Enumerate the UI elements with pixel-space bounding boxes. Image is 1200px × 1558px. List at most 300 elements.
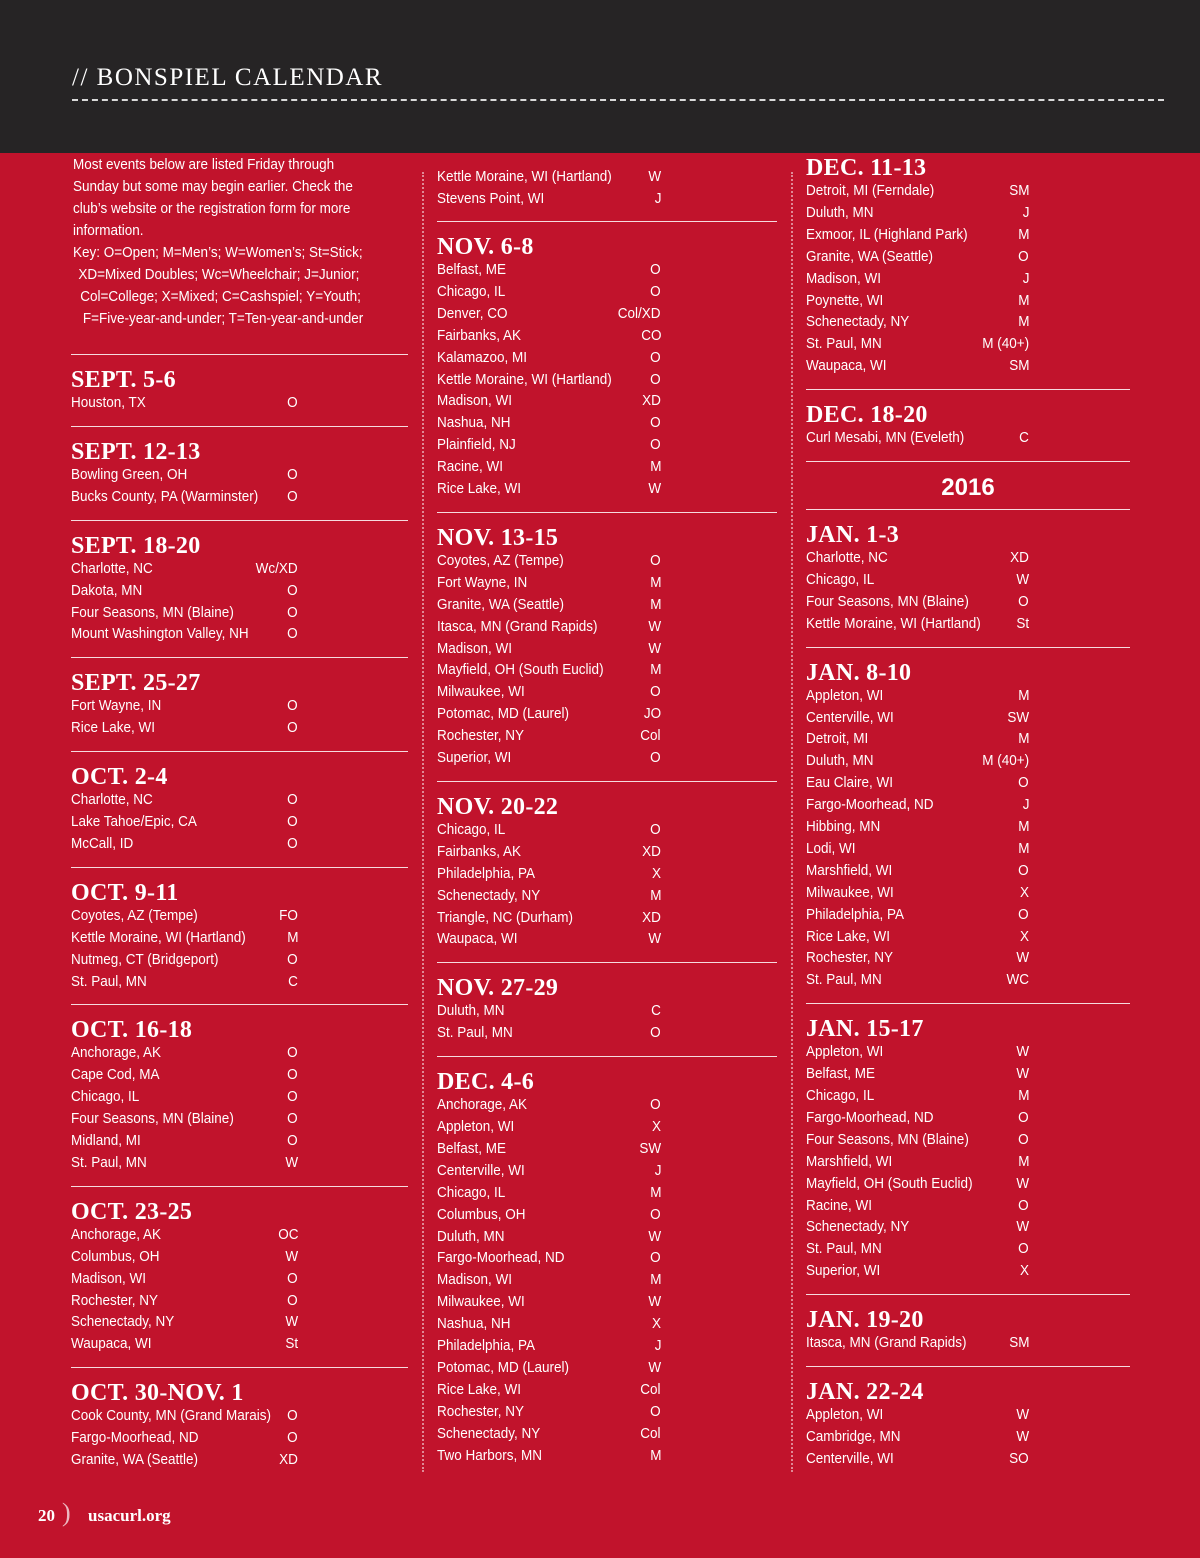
event-type-code: J xyxy=(654,189,661,207)
event-location: Anchorage, AK xyxy=(437,1096,528,1114)
event-row xyxy=(437,1247,661,1269)
event-row xyxy=(437,1022,661,1044)
event-location: Milwaukee, WI xyxy=(437,1293,525,1311)
event-row xyxy=(806,816,1029,838)
date-heading: SEPT. 5-6 xyxy=(71,367,176,393)
event-row xyxy=(806,1173,1029,1195)
event-location: Mount Washington Valley, NH xyxy=(71,625,249,643)
event-type-code: O xyxy=(287,950,298,968)
event-type-code: St xyxy=(285,1335,298,1353)
event-location: Waupaca, WI xyxy=(806,357,887,375)
event-row xyxy=(437,1379,661,1401)
event-row xyxy=(71,1290,298,1312)
event-location: Fargo-Moorhead, ND xyxy=(806,1108,934,1126)
event-type-code: J xyxy=(654,1337,661,1354)
section-divider xyxy=(71,426,408,427)
event-row xyxy=(806,547,1029,569)
date-heading: DEC. 11-13 xyxy=(806,155,927,181)
event-row xyxy=(71,1064,298,1086)
event-type-code: M (40+) xyxy=(982,752,1029,770)
event-row xyxy=(437,456,661,478)
event-location: Fort Wayne, IN xyxy=(71,697,162,715)
event-location: Detroit, MI (Ferndale) xyxy=(806,182,935,199)
event-row xyxy=(71,971,298,993)
section-divider xyxy=(71,1367,408,1368)
event-location: Charlotte, NC xyxy=(71,791,153,809)
event-type-code: M xyxy=(649,458,661,476)
event-location: Coyotes, AZ (Tempe) xyxy=(71,906,198,924)
event-location: Four Seasons, MN (Blaine) xyxy=(71,1110,234,1128)
event-location: Duluth, MN xyxy=(806,203,874,221)
event-type-code: WC xyxy=(1006,971,1029,989)
event-location: Mayfield, OH (South Euclid) xyxy=(437,661,604,679)
event-location: Schenectady, NY xyxy=(806,313,910,331)
event-row xyxy=(71,602,298,624)
section-divider xyxy=(71,1186,408,1187)
event-row xyxy=(71,927,298,949)
event-row xyxy=(437,550,661,572)
event-location: Duluth, MN xyxy=(806,752,874,770)
event-row xyxy=(437,1094,661,1116)
event-row xyxy=(437,1401,661,1423)
event-location: St. Paul, MN xyxy=(71,1153,147,1171)
event-type-code: XD xyxy=(642,842,661,860)
date-heading: DEC. 4-6 xyxy=(437,1069,535,1096)
event-type-code: O xyxy=(650,370,661,388)
section-divider xyxy=(71,751,408,752)
event-type-code: M xyxy=(1017,225,1029,243)
event-location: Charlotte, NC xyxy=(71,559,153,577)
event-type-code: M xyxy=(1017,291,1029,309)
event-type-code: SM xyxy=(1008,1334,1029,1352)
event-location: Cape Cod, MA xyxy=(71,1066,160,1084)
event-type-code: W xyxy=(648,1293,661,1311)
key-line: F=Five-year-and-under; T=Ten-year-and-under xyxy=(82,310,364,327)
date-heading: NOV. 6-8 xyxy=(437,234,534,260)
event-type-code: O xyxy=(287,1429,298,1447)
event-type-code: X xyxy=(651,864,661,882)
date-heading: JAN. 1-3 xyxy=(806,522,900,548)
event-row xyxy=(437,478,661,500)
event-row xyxy=(437,1313,661,1335)
event-location: St. Paul, MN xyxy=(806,971,882,989)
event-type-code: M xyxy=(286,928,298,946)
event-type-code: O xyxy=(650,820,661,838)
event-location: Philadelphia, PA xyxy=(437,864,536,882)
event-location: Chicago, IL xyxy=(437,1183,506,1201)
event-row xyxy=(71,1224,298,1246)
date-heading: JAN. 22-24 xyxy=(806,1379,924,1405)
event-type-code: J xyxy=(1022,203,1029,221)
event-location: Cambridge, MN xyxy=(806,1427,901,1445)
section-divider xyxy=(806,1294,1130,1295)
event-type-code: C xyxy=(1019,429,1029,447)
event-type-code: FO xyxy=(279,906,298,924)
event-location: Two Harbors, MN xyxy=(437,1446,543,1464)
event-type-code: O xyxy=(287,394,298,411)
event-type-code: O xyxy=(650,1249,661,1267)
intro-text xyxy=(73,154,402,330)
event-type-code: W xyxy=(648,930,661,948)
section-divider xyxy=(437,221,777,222)
page-header xyxy=(0,0,1200,153)
event-location: Anchorage, AK xyxy=(71,1225,162,1243)
event-type-code: C xyxy=(288,972,298,990)
event-row xyxy=(806,202,1029,224)
event-type-code: O xyxy=(1018,905,1029,923)
event-row xyxy=(71,811,298,833)
event-location: Kettle Moraine, WI (Hartland) xyxy=(437,370,612,388)
event-location: Nashua, NH xyxy=(437,414,511,432)
event-location: Appleton, WI xyxy=(806,1406,884,1423)
date-heading: OCT. 9-11 xyxy=(71,879,179,906)
event-row xyxy=(437,166,661,188)
event-location: Fairbanks, AK xyxy=(437,842,522,860)
date-heading: SEPT. 18-20 xyxy=(71,532,201,559)
event-row xyxy=(71,486,298,508)
event-type-code: O xyxy=(287,625,298,643)
event-row xyxy=(71,1427,298,1449)
event-row xyxy=(71,1246,298,1268)
event-row xyxy=(806,1332,1029,1354)
event-type-code: SM xyxy=(1008,357,1029,375)
section-divider xyxy=(437,962,777,963)
section-divider xyxy=(71,867,408,868)
event-row xyxy=(437,638,661,660)
intro-line: Most events below are listed Friday through xyxy=(73,156,335,173)
event-row xyxy=(437,347,661,369)
event-location: Rochester, NY xyxy=(806,949,894,967)
event-row xyxy=(437,1160,661,1182)
event-row xyxy=(806,333,1029,355)
event-type-code: O xyxy=(650,348,661,366)
event-row xyxy=(806,882,1029,904)
event-type-code: O xyxy=(287,581,298,599)
event-location: Superior, WI xyxy=(437,749,512,766)
event-type-code: W xyxy=(648,639,661,657)
event-row xyxy=(437,259,661,281)
event-location: Fargo-Moorhead, ND xyxy=(71,1429,199,1447)
event-type-code: O xyxy=(287,813,298,830)
event-row xyxy=(806,794,1029,816)
event-row xyxy=(437,907,661,929)
event-row xyxy=(437,681,661,703)
event-type-code: XD xyxy=(1010,549,1029,566)
event-location: Anchorage, AK xyxy=(71,1044,162,1062)
event-location: Four Seasons, MN (Blaine) xyxy=(71,603,234,621)
event-location: Milwaukee, WI xyxy=(806,883,894,901)
event-type-code: W xyxy=(648,617,661,635)
key-line: Key: O=Open; M=Men’s; W=Women’s; St=Stick; xyxy=(73,244,363,261)
event-row xyxy=(71,1333,298,1355)
event-location: Racine, WI xyxy=(806,1196,873,1214)
event-row xyxy=(806,355,1029,377)
event-row xyxy=(806,180,1029,202)
event-type-code: W xyxy=(1016,1218,1029,1236)
event-type-code: M xyxy=(649,1183,661,1201)
event-row xyxy=(806,838,1029,860)
event-location: Madison, WI xyxy=(437,639,513,657)
event-row xyxy=(806,1404,1029,1426)
event-row xyxy=(71,695,298,717)
event-type-code: SM xyxy=(1008,182,1029,199)
event-type-code: W xyxy=(285,1153,298,1171)
event-type-code: X xyxy=(1019,927,1029,945)
event-type-code: O xyxy=(650,683,661,701)
event-location: Houston, TX xyxy=(71,394,146,411)
event-row xyxy=(437,412,661,434)
event-location: Granite, WA (Seattle) xyxy=(437,595,565,613)
section-divider xyxy=(71,520,408,521)
event-row xyxy=(437,928,661,950)
footer-divider: ) xyxy=(62,1498,71,1527)
year-label: 2016 xyxy=(941,474,995,501)
event-type-code: C xyxy=(651,1002,661,1020)
event-location: Racine, WI xyxy=(437,458,504,476)
event-location: Mayfield, OH (South Euclid) xyxy=(806,1174,973,1192)
event-location: Curl Mesabi, MN (Eveleth) xyxy=(806,429,965,447)
event-row xyxy=(71,905,298,927)
event-type-code: O xyxy=(650,261,661,278)
event-type-code: O xyxy=(287,1044,298,1062)
event-location: Belfast, ME xyxy=(437,1139,507,1157)
event-row xyxy=(806,224,1029,246)
event-row xyxy=(806,750,1029,772)
event-type-code: Wc/XD xyxy=(255,559,298,577)
event-row xyxy=(806,427,1029,449)
date-heading: JAN. 15-17 xyxy=(806,1016,924,1043)
event-location: St. Paul, MN xyxy=(806,1240,882,1258)
event-row xyxy=(71,580,298,602)
event-row xyxy=(437,1445,661,1467)
event-location: Milwaukee, WI xyxy=(437,683,525,701)
event-type-code: O xyxy=(1018,774,1029,792)
event-type-code: X xyxy=(651,1118,661,1135)
event-row xyxy=(806,591,1029,613)
date-heading: OCT. 23-25 xyxy=(71,1198,193,1225)
event-type-code: M xyxy=(649,1271,661,1289)
event-row xyxy=(806,569,1029,591)
event-type-code: O xyxy=(287,1110,298,1128)
event-type-code: O xyxy=(287,834,298,852)
event-type-code: J xyxy=(1022,796,1029,814)
event-row xyxy=(437,819,661,841)
event-row xyxy=(437,1182,661,1204)
date-heading: OCT. 2-4 xyxy=(71,764,168,791)
date-heading: NOV. 27-29 xyxy=(437,975,559,1002)
event-location: Marshfield, WI xyxy=(806,861,893,879)
event-location: Rice Lake, WI xyxy=(437,480,522,497)
date-heading: SEPT. 12-13 xyxy=(71,438,201,465)
event-row xyxy=(437,1204,661,1226)
event-location: Granite, WA (Seattle) xyxy=(71,1451,199,1468)
event-location: Plainfield, NJ xyxy=(437,436,516,454)
event-type-code: O xyxy=(650,282,661,300)
event-location: Nutmeg, CT (Bridgeport) xyxy=(71,950,219,968)
event-row xyxy=(71,949,298,971)
event-location: Duluth, MN xyxy=(437,1227,505,1245)
section-divider xyxy=(71,354,408,355)
section-divider xyxy=(71,657,408,658)
event-row xyxy=(806,947,1029,969)
event-type-code: XD xyxy=(642,908,661,926)
event-type-code: O xyxy=(287,487,298,505)
event-type-code: O xyxy=(650,1096,661,1114)
event-row xyxy=(806,246,1029,268)
date-heading: OCT. 16-18 xyxy=(71,1017,193,1044)
event-location: Waupaca, WI xyxy=(437,930,518,948)
event-row xyxy=(806,1151,1029,1173)
event-row xyxy=(437,616,661,638)
event-type-code: W xyxy=(1016,570,1029,588)
event-row xyxy=(806,707,1029,729)
event-type-code: SW xyxy=(1007,708,1029,726)
event-location: Bucks County, PA (Warminster) xyxy=(71,487,259,505)
event-row xyxy=(806,268,1029,290)
event-location: Midland, MI xyxy=(71,1132,141,1149)
event-row xyxy=(437,703,661,725)
event-type-code: XD xyxy=(642,392,661,410)
event-location: Centerville, WI xyxy=(806,1449,894,1467)
event-location: Stevens Point, WI xyxy=(437,189,545,207)
event-location: Fargo-Moorhead, ND xyxy=(437,1249,565,1267)
event-type-code: M xyxy=(1017,818,1029,835)
date-heading: JAN. 8-10 xyxy=(806,659,912,686)
event-type-code: O xyxy=(1018,1240,1029,1258)
event-location: Poynette, WI xyxy=(806,291,884,309)
event-type-code: O xyxy=(650,1024,661,1042)
footer-site: usacurl.org xyxy=(88,1506,171,1525)
event-row xyxy=(437,1226,661,1248)
event-location: Fargo-Moorhead, ND xyxy=(806,796,934,814)
event-location: Philadelphia, PA xyxy=(437,1337,536,1354)
event-row xyxy=(806,290,1029,312)
event-type-code: J xyxy=(654,1161,661,1179)
event-type-code: M xyxy=(1017,1087,1029,1104)
event-location: Belfast, ME xyxy=(806,1065,876,1083)
event-row xyxy=(437,434,661,456)
event-row xyxy=(437,659,661,681)
event-location: Chicago, IL xyxy=(806,570,875,588)
event-row xyxy=(806,1238,1029,1260)
event-row xyxy=(437,281,661,303)
section-divider xyxy=(806,647,1130,648)
event-type-code: XD xyxy=(279,1451,298,1468)
event-type-code: W xyxy=(648,1227,661,1245)
event-type-code: O xyxy=(1018,1130,1029,1148)
event-row xyxy=(806,1107,1029,1129)
event-type-code: W xyxy=(285,1247,298,1265)
event-type-code: W xyxy=(648,480,661,497)
event-type-code: O xyxy=(287,1132,298,1149)
event-location: Kettle Moraine, WI (Hartland) xyxy=(71,928,246,946)
event-location: Madison, WI xyxy=(71,1269,147,1287)
event-location: Rice Lake, WI xyxy=(806,927,891,945)
event-location: Rochester, NY xyxy=(437,727,525,745)
section-divider xyxy=(806,1003,1130,1004)
event-row xyxy=(437,1000,661,1022)
section-divider xyxy=(71,1004,408,1005)
event-location: Duluth, MN xyxy=(437,1002,505,1020)
event-row xyxy=(437,1335,661,1357)
event-type-code: W xyxy=(1016,1043,1029,1061)
event-row xyxy=(806,311,1029,333)
event-location: Chicago, IL xyxy=(437,820,506,838)
event-row xyxy=(437,1423,661,1445)
event-location: Exmoor, IL (Highland Park) xyxy=(806,225,968,243)
event-type-code: M xyxy=(649,1446,661,1464)
event-row xyxy=(437,1138,661,1160)
event-row xyxy=(806,1426,1029,1448)
event-location: St. Paul, MN xyxy=(71,972,147,990)
event-type-code: O xyxy=(287,1088,298,1106)
event-row xyxy=(71,1130,298,1152)
event-location: Centerville, WI xyxy=(437,1161,525,1179)
event-row xyxy=(806,926,1029,948)
date-heading: NOV. 20-22 xyxy=(437,793,559,820)
event-location: Rochester, NY xyxy=(71,1291,159,1309)
event-type-code: O xyxy=(650,749,661,766)
event-location: Schenectady, NY xyxy=(437,1424,541,1442)
event-type-code: O xyxy=(650,551,661,569)
event-location: Lake Tahoe/Epic, CA xyxy=(71,813,197,830)
event-type-code: W xyxy=(1016,1427,1029,1445)
event-row xyxy=(71,558,298,580)
event-row xyxy=(806,1129,1029,1151)
event-type-code: O xyxy=(287,1291,298,1309)
event-location: Kalamazoo, MI xyxy=(437,348,528,366)
event-type-code: X xyxy=(1019,883,1029,901)
event-row xyxy=(71,1042,298,1064)
event-row xyxy=(71,1405,298,1427)
event-row xyxy=(806,1260,1029,1282)
event-location: Madison, WI xyxy=(437,1271,513,1289)
event-type-code: M xyxy=(1017,1152,1029,1170)
event-type-code: W xyxy=(1016,1406,1029,1423)
event-location: Granite, WA (Seattle) xyxy=(806,247,934,265)
event-type-code: JO xyxy=(643,705,661,723)
event-location: Detroit, MI xyxy=(806,730,869,748)
event-row xyxy=(71,1311,298,1333)
event-location: Columbus, OH xyxy=(437,1205,526,1223)
event-location: Appleton, WI xyxy=(806,1043,884,1061)
page-number: 20 xyxy=(38,1506,55,1525)
event-row xyxy=(437,1269,661,1291)
section-divider xyxy=(437,781,777,782)
event-type-code: W xyxy=(1016,1065,1029,1083)
event-row xyxy=(437,747,661,769)
event-type-code: Col xyxy=(640,1424,661,1442)
event-location: Rice Lake, WI xyxy=(71,719,156,737)
event-row xyxy=(437,1357,661,1379)
event-type-code: Col xyxy=(640,1380,661,1398)
page-title: // BONSPIEL CALENDAR xyxy=(72,64,384,91)
event-type-code: SW xyxy=(639,1139,661,1157)
event-row xyxy=(437,1291,661,1313)
event-row xyxy=(437,1116,661,1138)
event-location: St. Paul, MN xyxy=(437,1024,513,1042)
event-type-code: M xyxy=(649,661,661,679)
event-type-code: O xyxy=(287,719,298,737)
event-row xyxy=(437,303,661,325)
event-location: Lodi, WI xyxy=(806,839,856,857)
event-location: McCall, ID xyxy=(71,834,134,852)
event-location: Madison, WI xyxy=(437,392,513,410)
column-divider xyxy=(422,172,424,1472)
event-row xyxy=(806,860,1029,882)
event-type-code: J xyxy=(1022,269,1029,287)
event-type-code: M (40+) xyxy=(982,335,1029,353)
